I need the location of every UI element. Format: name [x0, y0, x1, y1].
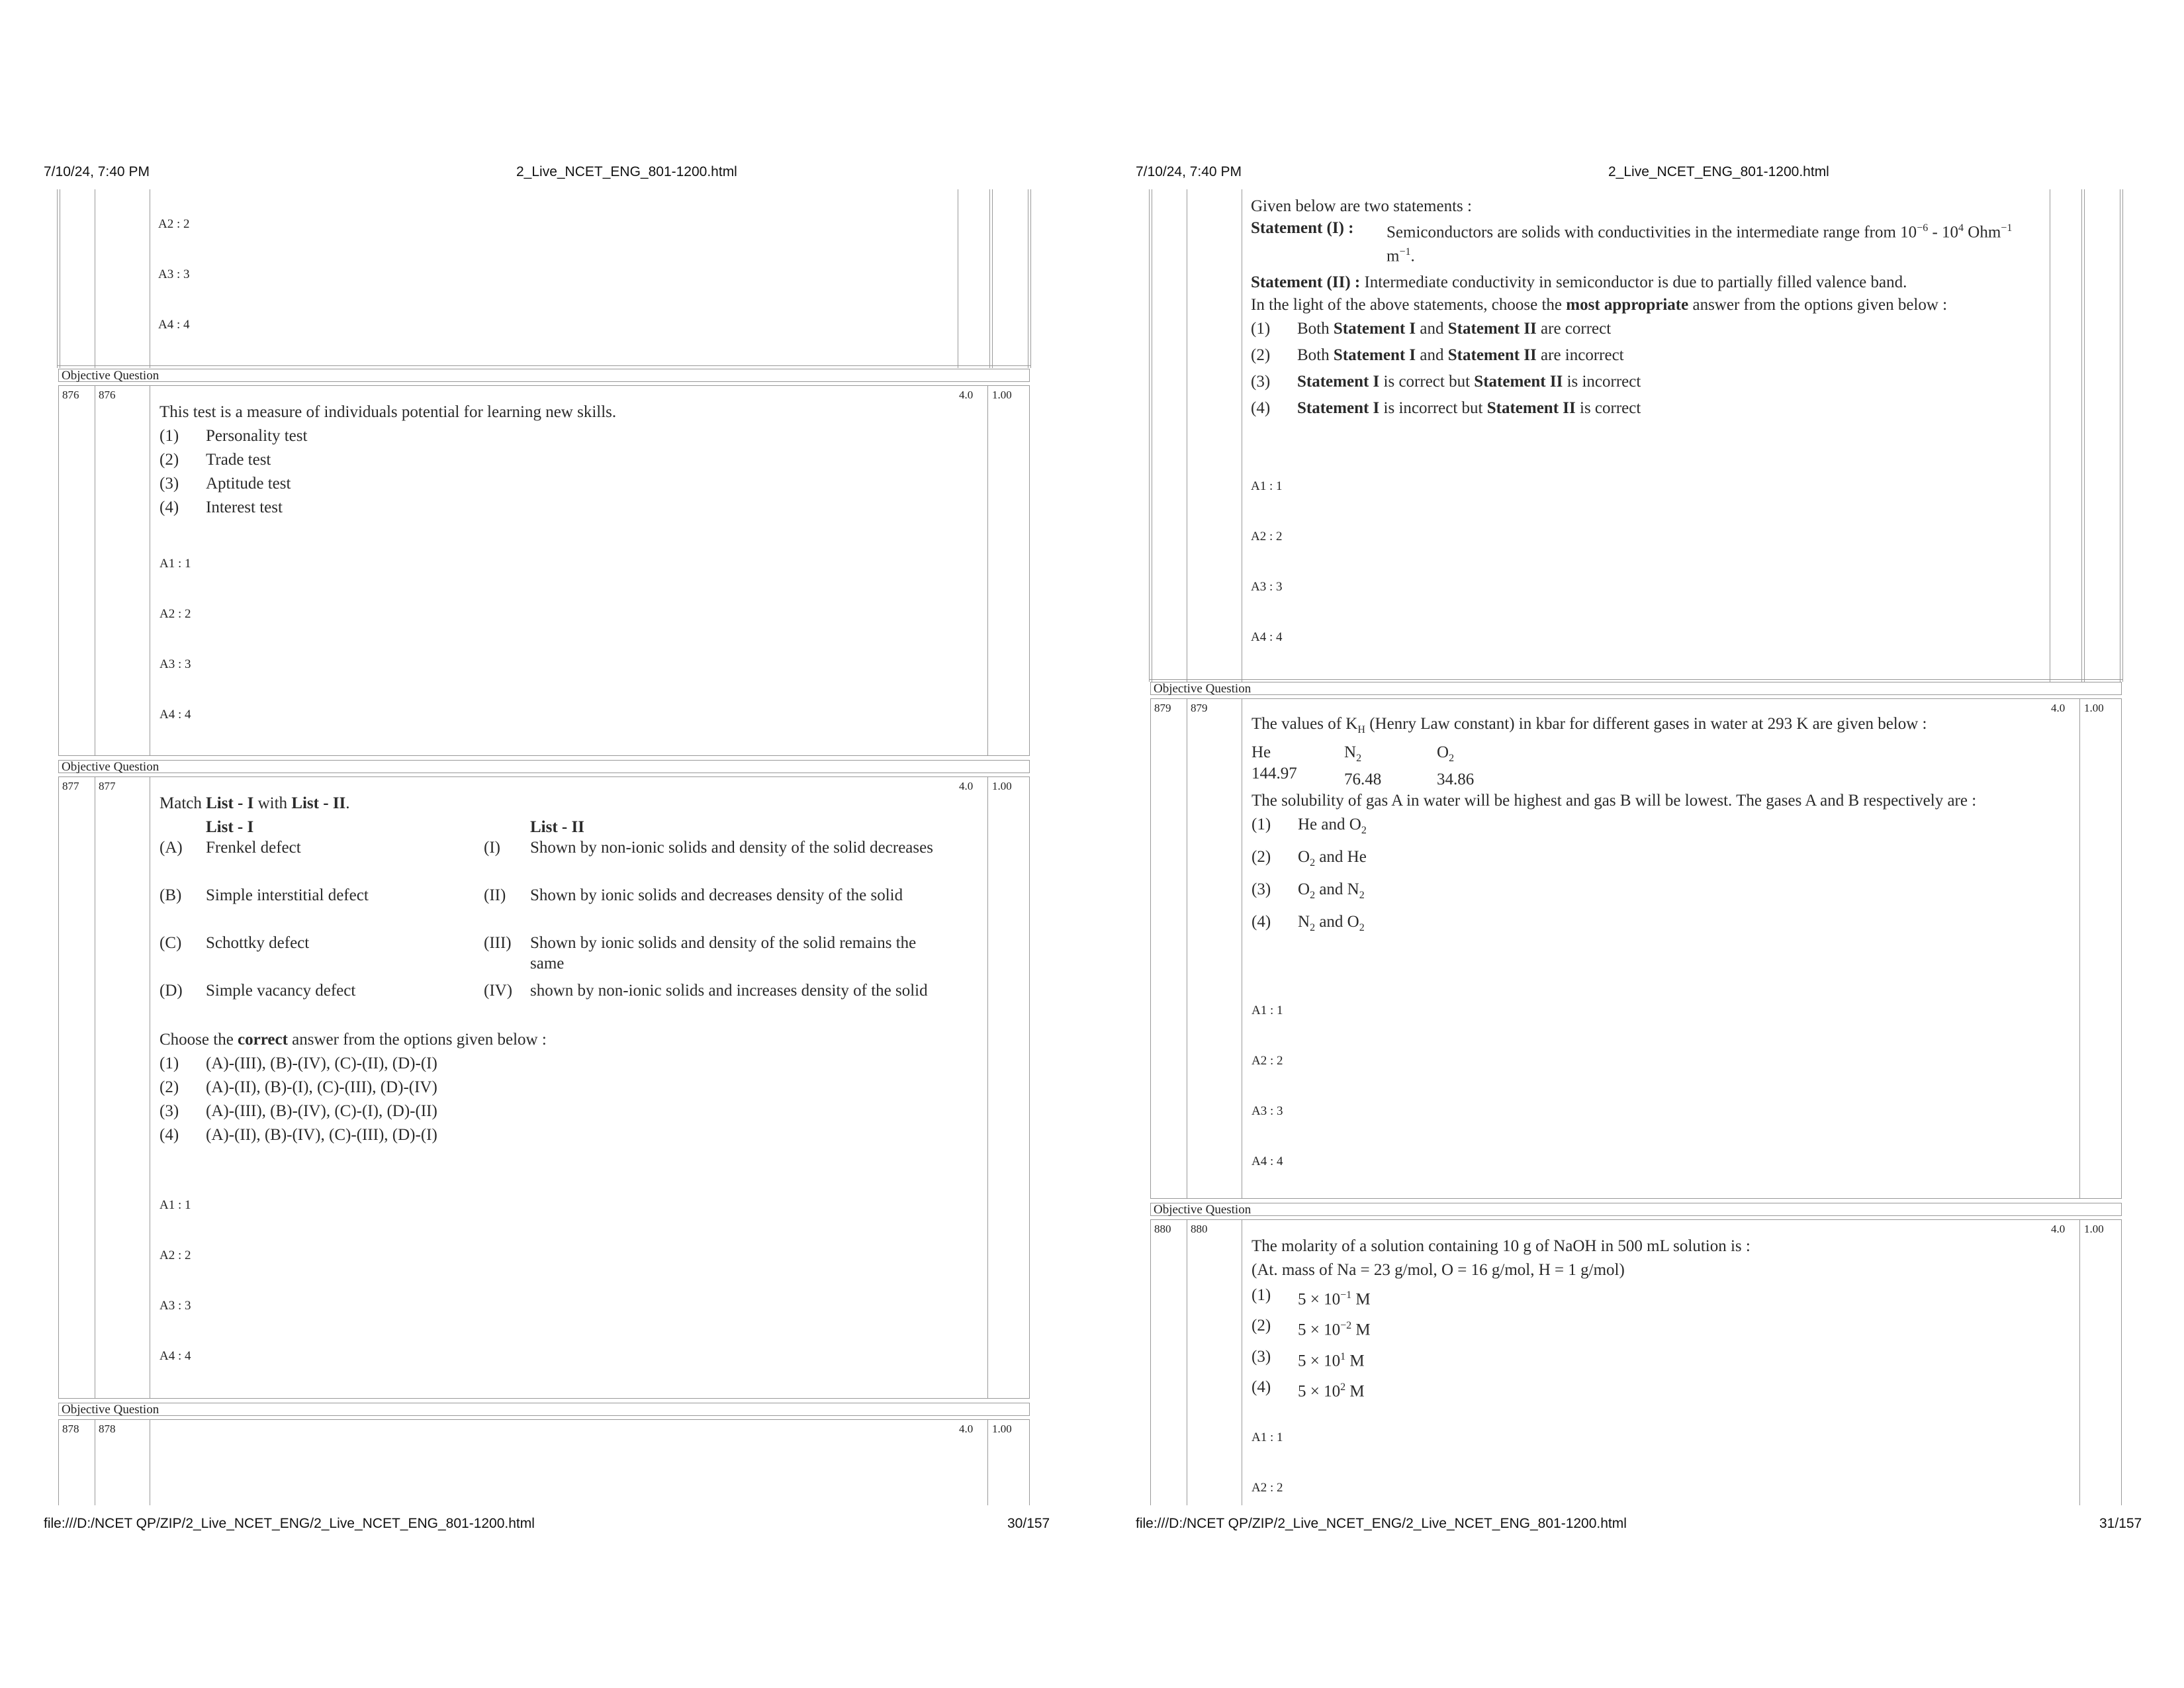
header-title: 2_Live_NCET_ENG_801-1200.html	[1608, 164, 1829, 179]
answer-a1: A1 : 1	[159, 1198, 191, 1212]
question-text: Given below are two statements : Statement (I) : Semiconductors are solids with conductivities in the intermediate range from $10^{-6} - 10^4$ Ohm$^{-1}$ $m^{-1}$. Statement (II) : Intermediate conductivity in semiconductor is due to partially filled valence band. In the light of the above statements, choose the most appropriate answer from the options given below : (1) Both Statement I and Statement II are correct (2) Both Statement I and Statement II are incorrect (3) Statement I is correct but Statement II is incorrect (4) Statement I is incorrect but Statement II is correct	[1251, 195, 2042, 422]
question-text: Match List - I with List - II. List - I List - II (A) Frenkel defect (I) Shown by non-ionic solids and density of the solid decreases (B) Simple interstitial defect (II) Shown by ionic solids and decreases density of the solid (C) Schottky defect (III) Shown by ionic solids and density of the solid remains the same (D) Simple vacancy defect (IV) shown by non-ionic solids and increases density of the solid Choose the correct answer from the options given below : (1) (A)-(III), (B)-(IV), (C)-(II), (D)-(I) (2) (A)-(II), (B)-(I), (C)-(III), (D)-(IV) (3) (A)-(III), (B)-(IV), (C)-(I), (D)-(II) (4) (A)-(II), (B)-(IV), (C)-(III), (D)-(I)	[159, 792, 947, 1147]
objective-question-label: Objective Question	[58, 369, 1030, 382]
negative-marks: 1.00	[992, 780, 1012, 792]
option-3[interactable]: (3) Aptitude test	[159, 475, 291, 492]
serial-number: 877	[62, 780, 79, 792]
question-id: 878	[99, 1423, 116, 1435]
match-row: (C) Schottky defect (III) Shown by ionic solids and density of the solid remains the same	[159, 934, 917, 972]
option-2[interactable]: (2) $5 \times 10^{-2}$ M	[1251, 1317, 1371, 1339]
question-id: 876	[99, 389, 116, 401]
footer-path: file:///D:/NCET QP/ZIP/2_Live_NCET_ENG/2_Live_NCET_ENG_801-1200.html	[44, 1516, 535, 1531]
gas-table: He 144.97 $N_2$ 76.48 $O_2$ 34.86	[1251, 743, 1475, 788]
header-date: 7/10/24, 7:40 PM	[44, 164, 150, 179]
option-4[interactable]: (4) (A)-(II), (B)-(IV), (C)-(III), (D)-(I)	[159, 1126, 437, 1144]
serial-number: 879	[1154, 702, 1171, 714]
footer-page-number: 30/157	[1007, 1516, 1050, 1531]
question-878	[58, 1419, 1030, 1505]
marks: 4.0	[959, 1423, 974, 1435]
answer-a2: A2 : 2	[1251, 530, 1283, 543]
option-1[interactable]: (1) (A)-(III), (B)-(IV), (C)-(II), (D)-(I)	[159, 1055, 437, 1072]
question-879	[1150, 698, 2122, 1199]
answer-a2: A2 : 2	[1251, 1054, 1283, 1068]
question-id: 879	[1191, 702, 1208, 714]
option-1[interactable]: (1) Both Statement I and Statement II are correct	[1251, 319, 1612, 338]
option-1[interactable]: (1) Personality test	[159, 427, 308, 445]
answer-a4: A4 : 4	[1251, 1154, 1283, 1168]
option-1[interactable]: (1) He and $O_2$	[1251, 816, 1367, 836]
answer-a2: A2 : 2	[1251, 1481, 1283, 1495]
answer-a1: A1 : 1	[1251, 479, 1283, 493]
objective-question-label: Objective Question	[1150, 682, 2122, 695]
question-id: 877	[99, 780, 116, 792]
answer-a2: A2 : 2	[159, 607, 191, 621]
objective-question-label: Objective Question	[1150, 1203, 2122, 1216]
option-1[interactable]: (1) $5 \times 10^{-1}$ M	[1251, 1286, 1371, 1309]
option-3[interactable]: (3) (A)-(III), (B)-(IV), (C)-(I), (D)-(II)	[159, 1102, 437, 1120]
marks: 4.0	[2051, 1223, 2066, 1235]
answer-a3: A3 : 3	[1251, 580, 1283, 594]
answer-a4: A4 : 4	[159, 1349, 191, 1363]
option-4[interactable]: (4) $5 \times 10^2$ M	[1251, 1378, 1365, 1401]
answer-a2: A2 : 2	[158, 217, 190, 231]
negative-marks: 1.00	[992, 389, 1012, 401]
answer-a3: A3 : 3	[158, 267, 190, 281]
header-date: 7/10/24, 7:40 PM	[1136, 164, 1242, 179]
answer-a3: A3 : 3	[159, 1299, 191, 1313]
option-3[interactable]: (3) Statement I is correct but Statement II is incorrect	[1251, 372, 1641, 391]
question-876	[58, 385, 1030, 756]
question-text: This test is a measure of individuals potential for learning new skills. (1) Personality test (2) Trade test (3) Aptitude test (4) Interest test	[159, 400, 947, 520]
serial-number: 876	[62, 389, 79, 401]
marks: 4.0	[2051, 702, 2066, 714]
question-877	[58, 776, 1030, 1399]
marks: 4.0	[959, 389, 974, 401]
option-2[interactable]: (2) $O_2$ and He	[1251, 848, 1367, 868]
option-3[interactable]: (3) $O_2$ and $N_2$	[1251, 880, 1365, 901]
negative-marks: 1.00	[2084, 1223, 2104, 1235]
answer-a4: A4 : 4	[1251, 630, 1283, 644]
serial-number: 878	[62, 1423, 79, 1435]
answer-a1: A1 : 1	[1251, 1430, 1283, 1444]
marks: 4.0	[959, 780, 974, 792]
option-2[interactable]: (2) Both Statement I and Statement II are incorrect	[1251, 346, 1624, 364]
footer-path: file:///D:/NCET QP/ZIP/2_Live_NCET_ENG/2_Live_NCET_ENG_801-1200.html	[1136, 1516, 1627, 1531]
option-4[interactable]: (4) Interest test	[159, 498, 283, 516]
statement-2: Statement (II) : Intermediate conductivity in semiconductor is due to partially filled valence band.	[1251, 273, 1907, 291]
header-title: 2_Live_NCET_ENG_801-1200.html	[516, 164, 737, 179]
match-row: (D) Simple vacancy defect (IV) shown by non-ionic solids and increases density of the solid	[159, 982, 928, 1000]
question-text: The molarity of a solution containing 10 g of NaOH in 500 mL solution is : (At. mass of Na = 23 g/mol, O = 16 g/mol, H = 1 g/mol) (1) $5 \times 10^{-1}$ M (2) $5 \times 10^{-2}$ M (3) $5 \times 10^1$ M (4) $5 \times 10^2$ M	[1251, 1235, 2039, 1405]
serial-number: 880	[1154, 1223, 1171, 1235]
answer-a4: A4 : 4	[159, 708, 191, 722]
objective-question-label: Objective Question	[58, 1403, 1030, 1416]
match-table: List - I List - II (A) Frenkel defect (I) Shown by non-ionic solids and density of the solid decreases (B) Simple interstitial defect (II) Shown by ionic solids and decreases density of the solid (C) Schottky defect (III) Shown by ionic solids and density of the solid remains the same (D) Simple vacancy defect (IV) shown by non-ionic solids and increases density of the solid	[159, 817, 947, 1028]
option-4[interactable]: (4) $N_2$ and $O_2$	[1251, 913, 1365, 933]
option-4[interactable]: (4) Statement I is incorrect but Statement II is correct	[1251, 399, 1641, 417]
answer-a4: A4 : 4	[158, 318, 190, 332]
footer-page-number: 31/157	[2099, 1516, 2142, 1531]
answer-a1: A1 : 1	[159, 557, 191, 571]
question-id: 880	[1191, 1223, 1208, 1235]
answer-a3: A3 : 3	[1251, 1104, 1283, 1118]
objective-question-label: Objective Question	[58, 760, 1030, 773]
option-2[interactable]: (2) Trade test	[159, 451, 271, 469]
statement-1: Statement (I) : Semiconductors are solids with conductivities in the intermediate range from $10^{-6} - 10^4$ Ohm$^{-1}$ $m^{-1}$.	[1251, 219, 2013, 265]
question-880	[1150, 1219, 2122, 1505]
match-row: (B) Simple interstitial defect (II) Shown by ionic solids and decreases density of the solid	[159, 886, 903, 904]
match-row: (A) Frenkel defect (I) Shown by non-ionic solids and density of the solid decreases	[159, 839, 933, 857]
negative-marks: 1.00	[2084, 702, 2104, 714]
option-2[interactable]: (2) (A)-(II), (B)-(I), (C)-(III), (D)-(IV)	[159, 1078, 437, 1096]
option-3[interactable]: (3) $5 \times 10^1$ M	[1251, 1347, 1365, 1370]
answer-a2: A2 : 2	[159, 1248, 191, 1262]
right-page	[1092, 0, 2184, 1688]
negative-marks: 1.00	[992, 1423, 1012, 1435]
question-text: The values of $K_H$ (Henry Law constant) in kbar for different gases in water at 293 K are given below : He 144.97 $N_2$ 76.48 $O_2$ 34.86 The solubility of gas A in water will be highest and gas B will be lowest. The gases A and B respectively are : (1) He and $O_2$ (2) $O_2$ and He (3) $O_2$ and $N_2$ (4) $N_2$ and $O_2$	[1251, 714, 2039, 941]
answer-a1: A1 : 1	[1251, 1004, 1283, 1017]
answer-a3: A3 : 3	[159, 657, 191, 671]
